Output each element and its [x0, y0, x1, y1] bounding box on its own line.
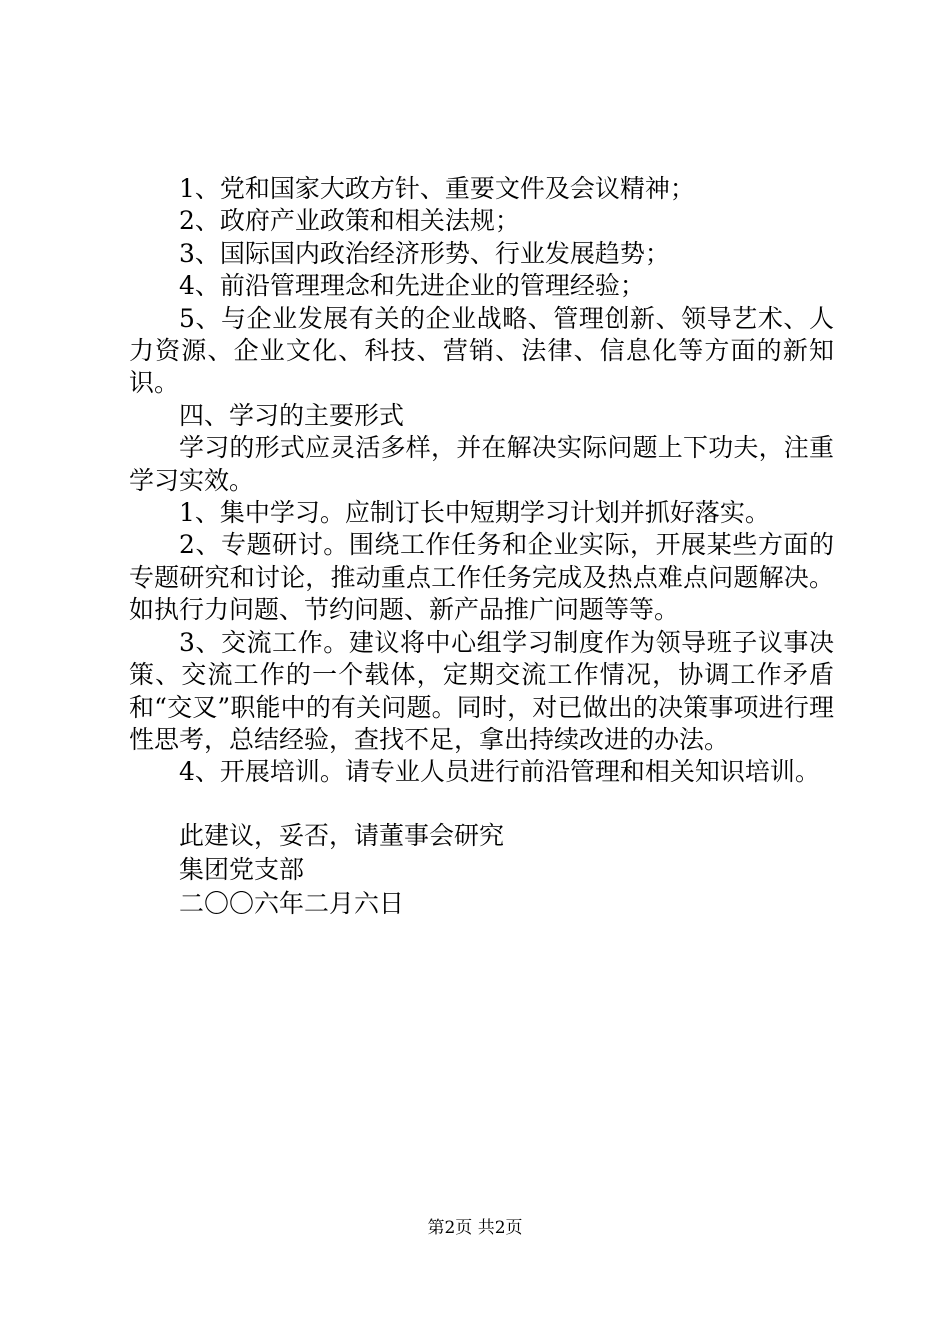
form-item-4: 4、开展培训。请专业人员进行前沿管理和相关知识培训。 [179, 757, 820, 787]
document-date: 二〇〇六年二月六日 [179, 888, 405, 918]
form-item-1: 1、集中学习。应制订长中短期学习计划并抓好落实。 [179, 498, 770, 528]
signatory: 集团党支部 [179, 854, 305, 884]
list-item-4: 4、前沿管理理念和先进企业的管理经验； [179, 271, 645, 301]
list-item-2: 2、政府产业政策和相关法规； [179, 206, 520, 236]
form-item-2: 2、专题研讨。围绕工作任务和企业实际，开展某些方面的专题研究和讨论，推动重点工作任务完成及热点难点问题解决。如执行力问题、节约问题、新产品推广问题等等。 [129, 530, 834, 625]
list-item-1: 1、党和国家大政方针、重要文件及会议精神； [179, 174, 695, 203]
page-footer: 第2页 共2页 [427, 1218, 523, 1238]
document-body [129, 173, 834, 921]
list-item-5: 5、与企业发展有关的企业战略、管理创新、领导艺术、人力资源、企业文化、科技、营销、法律、信息化等方面的新知识。 [129, 303, 834, 398]
section-intro: 学习的形式应灵活多样，并在解决实际问题上下功夫，注重学习实效。 [129, 433, 834, 495]
closing-remark: 此建议，妥否，请董事会研究 [179, 820, 505, 850]
spacer [129, 789, 834, 819]
section-heading-4: 四、学习的主要形式 [179, 400, 405, 430]
form-item-3: 3、交流工作。建议将中心组学习制度作为领导班子议事决策、交流工作的一个载体，定期交流工作情况，协调工作矛盾和“交叉”职能中的有关问题。同时，对已做出的决策事项进行理性思考，总结经验，查找不足，拿出持续改进的办法。 [129, 627, 834, 754]
list-item-3: 3、国际国内政治经济形势、行业发展趋势； [179, 238, 670, 268]
